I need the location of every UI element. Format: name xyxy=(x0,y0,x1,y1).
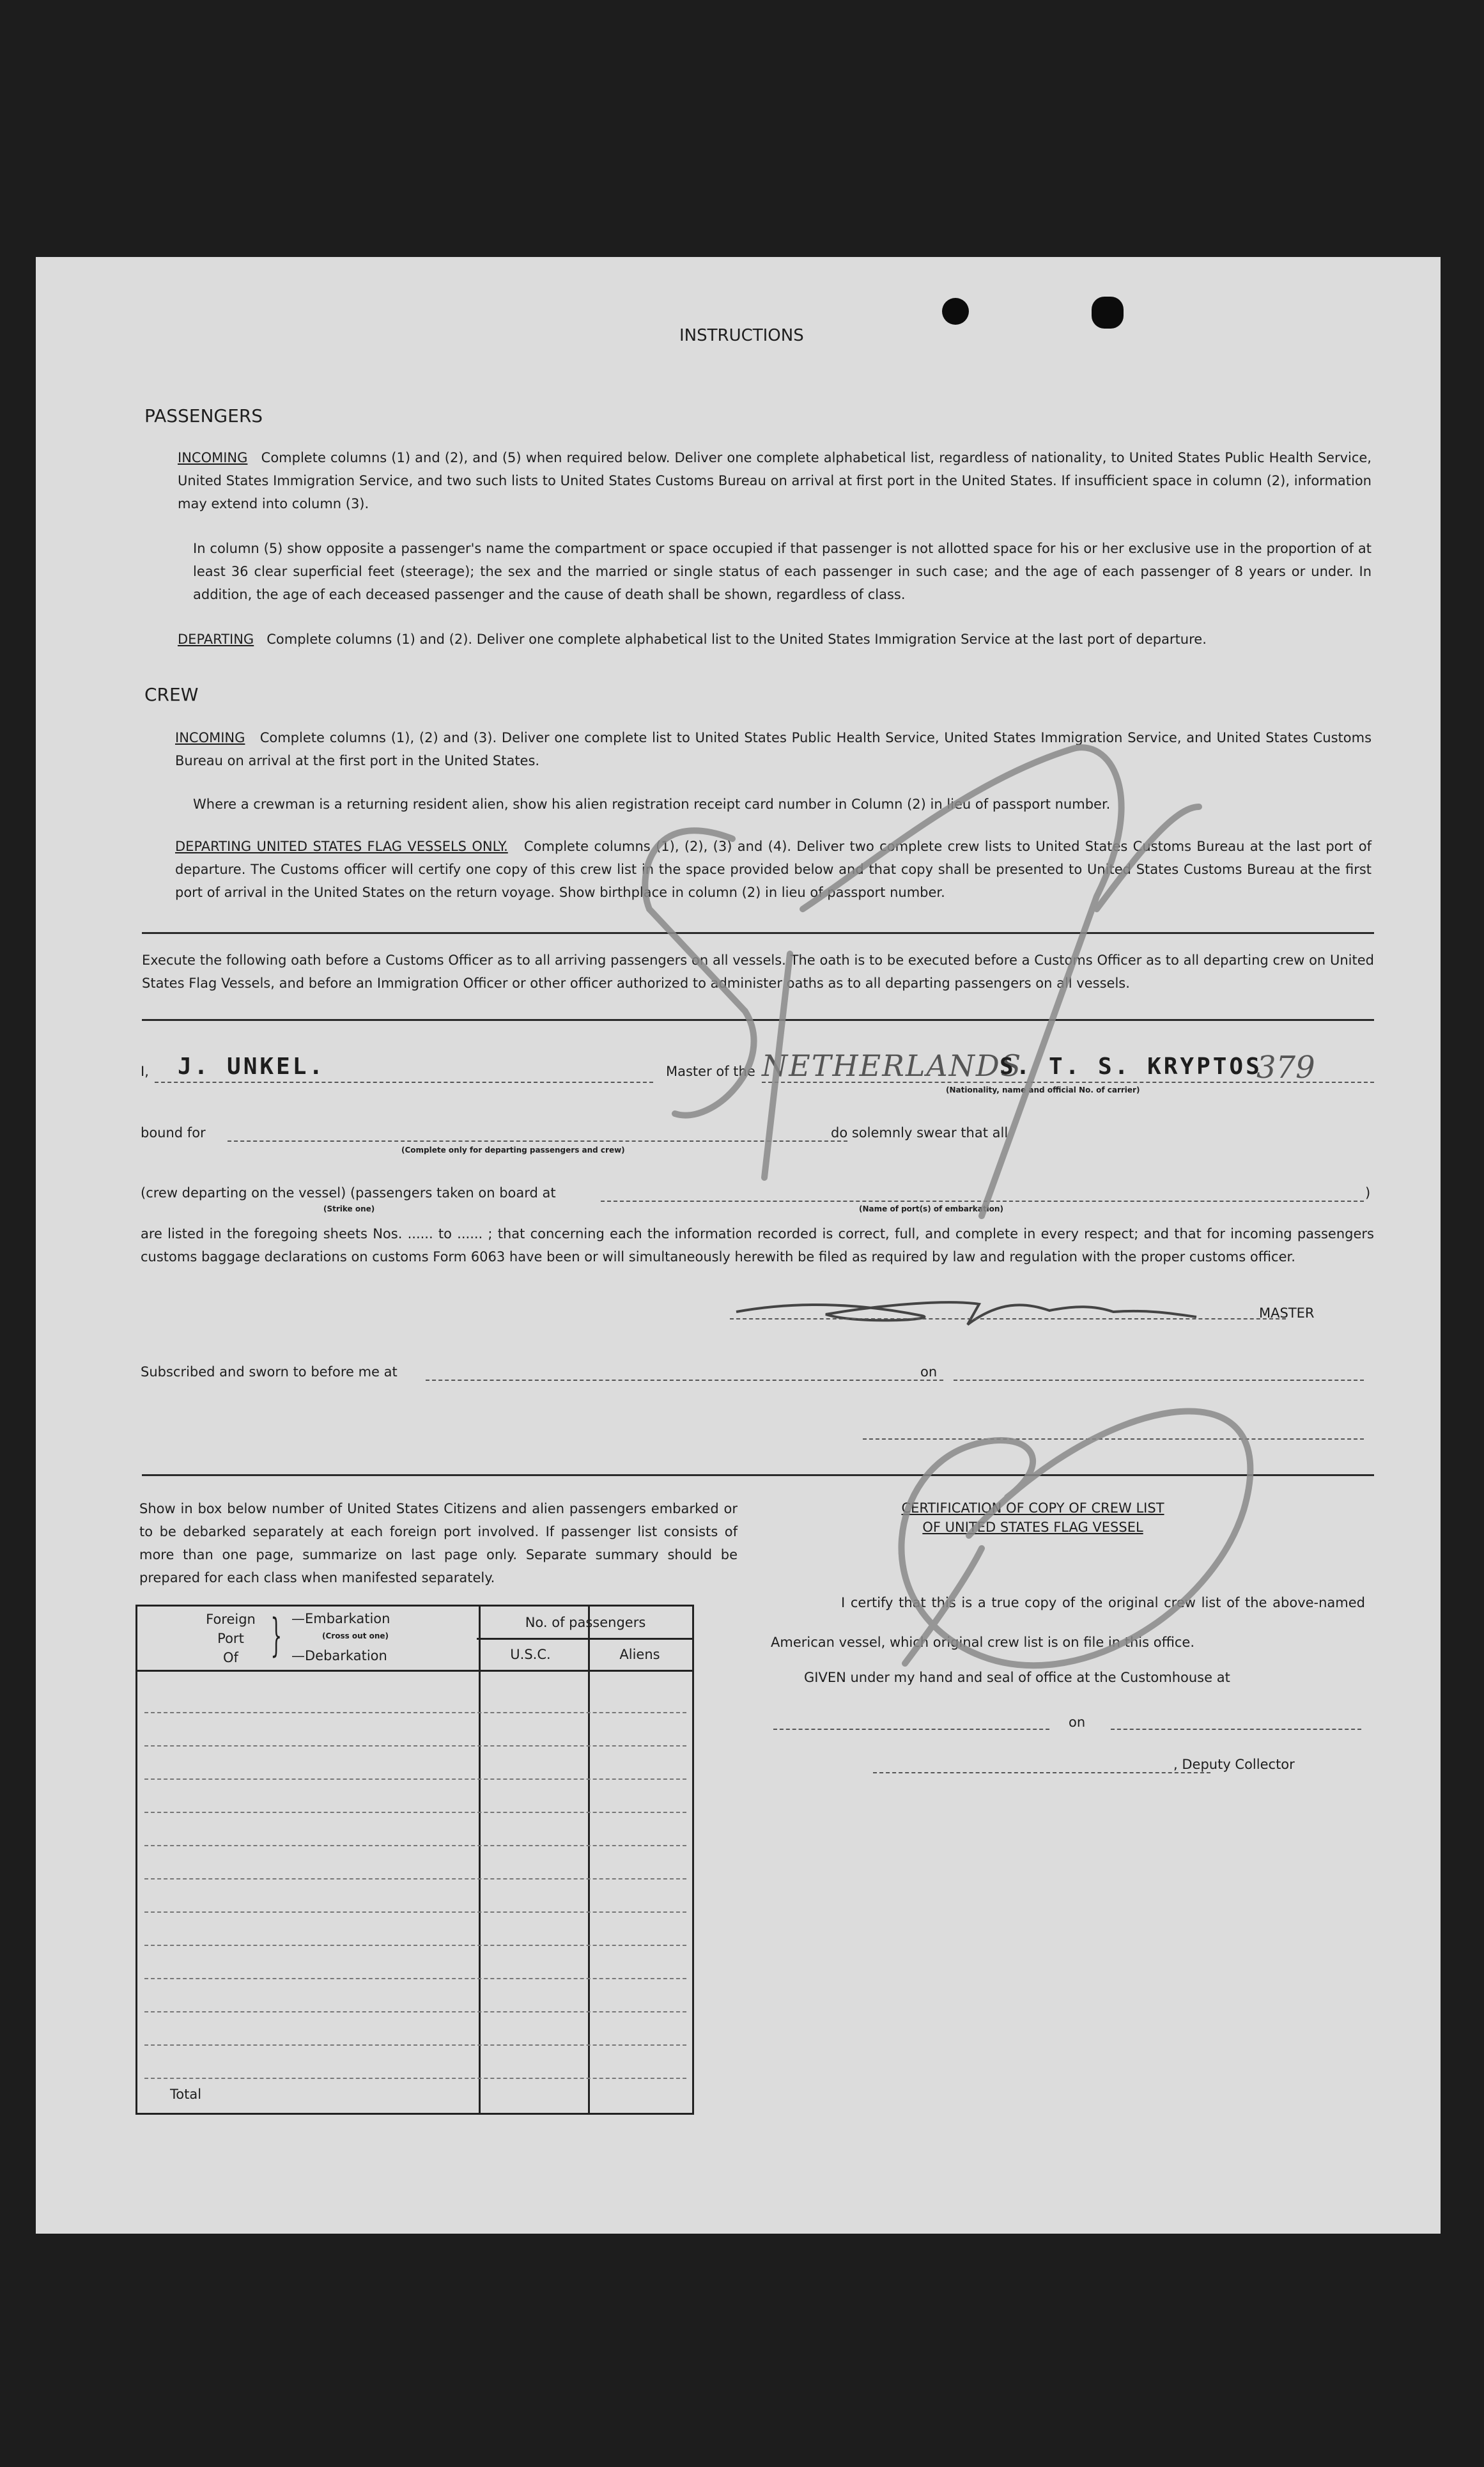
port-word: Port xyxy=(217,1631,244,1646)
table-row xyxy=(144,1845,686,1846)
certification-title-line1: CERTIFICATION OF COPY OF CREW LIST xyxy=(901,1500,1164,1516)
table-row xyxy=(144,1945,686,1946)
brace: } xyxy=(270,1609,282,1662)
departing-label: DEPARTING xyxy=(178,632,254,647)
passengers-incoming xyxy=(178,446,1372,515)
strike-one-caption: (Strike one) xyxy=(323,1204,375,1213)
passengers-departing xyxy=(178,628,1372,651)
summary-instructions: Show in box below number of United States Citizens and alien passengers embarked or to be debarked separately at each foreign port involved. If passenger list consists of more than one page, summarize on last page only. Separate summary should be prepared for each class when manifested separately. xyxy=(139,1501,738,1585)
total-label: Total xyxy=(170,2087,202,2102)
form-sheet xyxy=(36,257,1441,2234)
oath-i-label: I, xyxy=(141,1064,149,1079)
foreign-port-of-label xyxy=(196,1610,266,1667)
table-row xyxy=(144,1812,686,1813)
departing-text: Complete columns (1) and (2). Deliver one complete alphabetical list to the United States Immigration Service at the last port of departure. xyxy=(267,632,1207,647)
certify-text-body: I certify that this is a true copy of the original crew list of the above-named American vessel, which original crew list is on file in this office. xyxy=(771,1595,1365,1650)
punch-hole xyxy=(1092,297,1124,329)
pencil-number-annotation xyxy=(611,666,1314,1689)
certification-title-line2: OF UNITED STATES FLAG VESSEL xyxy=(922,1520,1143,1535)
master-of-label: Master of the xyxy=(666,1064,755,1079)
nationality-handwritten: NETHERLANDS xyxy=(762,1048,1023,1083)
debarkation-label: —Debarkation xyxy=(291,1648,387,1663)
subscribed-label: Subscribed and sworn to before me at xyxy=(141,1364,398,1380)
table-row xyxy=(144,2011,686,2012)
given-text: GIVEN under my hand and seal of office at the Customhouse at xyxy=(804,1670,1230,1685)
table-row xyxy=(144,1745,686,1747)
table-row xyxy=(144,1778,686,1780)
table-row xyxy=(144,1911,686,1913)
cross-out-caption: (Cross out one) xyxy=(322,1631,389,1640)
official-number-handwritten: 379 xyxy=(1256,1050,1315,1086)
crew-heading: CREW xyxy=(144,684,199,705)
deputy-collector-label: , Deputy Collector xyxy=(1173,1757,1295,1772)
swear-text: do solemnly swear that all xyxy=(831,1125,1009,1140)
table-row xyxy=(144,2078,686,2079)
table-row xyxy=(144,1978,686,1979)
crew-incoming-label: INCOMING xyxy=(175,730,245,745)
given-date-line xyxy=(1111,1729,1361,1730)
closing-paren: ) xyxy=(1365,1185,1371,1201)
master-label: MASTER xyxy=(1259,1305,1315,1321)
carrier-caption: (Nationality, name and official No. of carrier) xyxy=(946,1086,1140,1094)
punch-hole xyxy=(942,298,969,325)
table-row xyxy=(144,2044,686,2046)
aliens-header: Aliens xyxy=(619,1647,660,1662)
table-row xyxy=(144,1878,686,1879)
listed-text: are listed in the foregoing sheets Nos. ...... to ...... ; that concerning each the information recorded is correct, full, and complete in every respect; and that for incoming passengers customs baggage declarations on customs Form 6063 have been or will simultaneously herewith be filed as required by law and regulation with the proper customs officer. xyxy=(141,1226,1374,1265)
passengers-column5: In column (5) show opposite a passenger's name the compartment or space occupied if that passenger is not allotted space for his or her exclusive use in the proportion of at least 36 clear superficial feet (steerage); the sex and the married or single status of each passenger in such case; and the age of each passenger of 8 years or under. In addition, the age of each deceased passenger and the cause of death shall be shown, regardless of class. xyxy=(193,541,1372,602)
vessel-name-value: S. T. S. KRYPTOS xyxy=(1000,1054,1262,1080)
crew-incoming-text: Complete columns (1), (2) and (3). Deliver one complete list to United States Public Health Service, United States Immigration Service, and United States Customs Bureau on arrival at the first port in the United States. xyxy=(175,730,1372,768)
crew-departing-label: DEPARTING UNITED STATES FLAG VESSELS ONLY. xyxy=(175,839,508,854)
passengers-heading: PASSENGERS xyxy=(144,405,263,426)
usc-header: U.S.C. xyxy=(510,1647,551,1662)
instructions-title: INSTRUCTIONS xyxy=(679,326,804,345)
crew-passengers-label: (crew departing on the vessel) (passengers taken on board at xyxy=(141,1185,556,1201)
bound-for-label: bound for xyxy=(141,1125,206,1140)
crew-departing-text: Complete columns (1), (2), (3) and (4). Deliver two complete crew lists to United States Customs Bureau at the last port of departure. The Customs officer will certify one copy of this crew list in the space provided below and that copy shall be presented to United States Customs Bureau at the first port of arrival in the United States on the return voyage. Show birthplace in column (2) in lieu of passport number. xyxy=(175,839,1372,900)
subscribed-on-label: on xyxy=(920,1364,938,1380)
crew-resident-alien: Where a crewman is a returning resident alien, show his alien registration receipt card number in Column (2) in lieu of passport number. xyxy=(193,797,1111,812)
no-passengers-header: No. of passengers xyxy=(525,1615,646,1630)
oath-instructions: Execute the following oath before a Customs Officer as to all arriving passengers on all vessels. The oath is to be executed before a Customs Officer as to all departing crew on United States Flag Vessels, and before an Immigration Officer or other officer authorized to administer oaths as to all departing passengers on all vessels. xyxy=(142,953,1374,991)
foreign-word: Foreign xyxy=(206,1612,256,1627)
of-word: Of xyxy=(223,1650,238,1665)
port-caption: (Name of port(s) of embarkation) xyxy=(859,1204,1003,1213)
embarkation-label: —Embarkation xyxy=(291,1611,390,1626)
incoming-text: Complete columns (1) and (2), and (5) when required below. Deliver one complete alphabetical list, regardless of nationality, to United States Public Health Service, United States Immigration Service, and two such lists to United States Customs Bureau on arrival at first port in the United States. If insufficient space in column (2), information may extend into column (3). xyxy=(178,450,1372,511)
given-place-line xyxy=(773,1729,1049,1730)
passenger-summary-table xyxy=(135,1605,694,2115)
bound-for-caption: (Complete only for departing passengers and crew) xyxy=(401,1146,625,1155)
deputy-line xyxy=(873,1772,1210,1773)
cert-on-label: on xyxy=(1069,1715,1086,1730)
master-name-value: J. UNKEL. xyxy=(178,1054,326,1080)
master-name-line xyxy=(155,1082,653,1083)
incoming-label: INCOMING xyxy=(178,450,248,465)
table-row xyxy=(144,1712,686,1713)
